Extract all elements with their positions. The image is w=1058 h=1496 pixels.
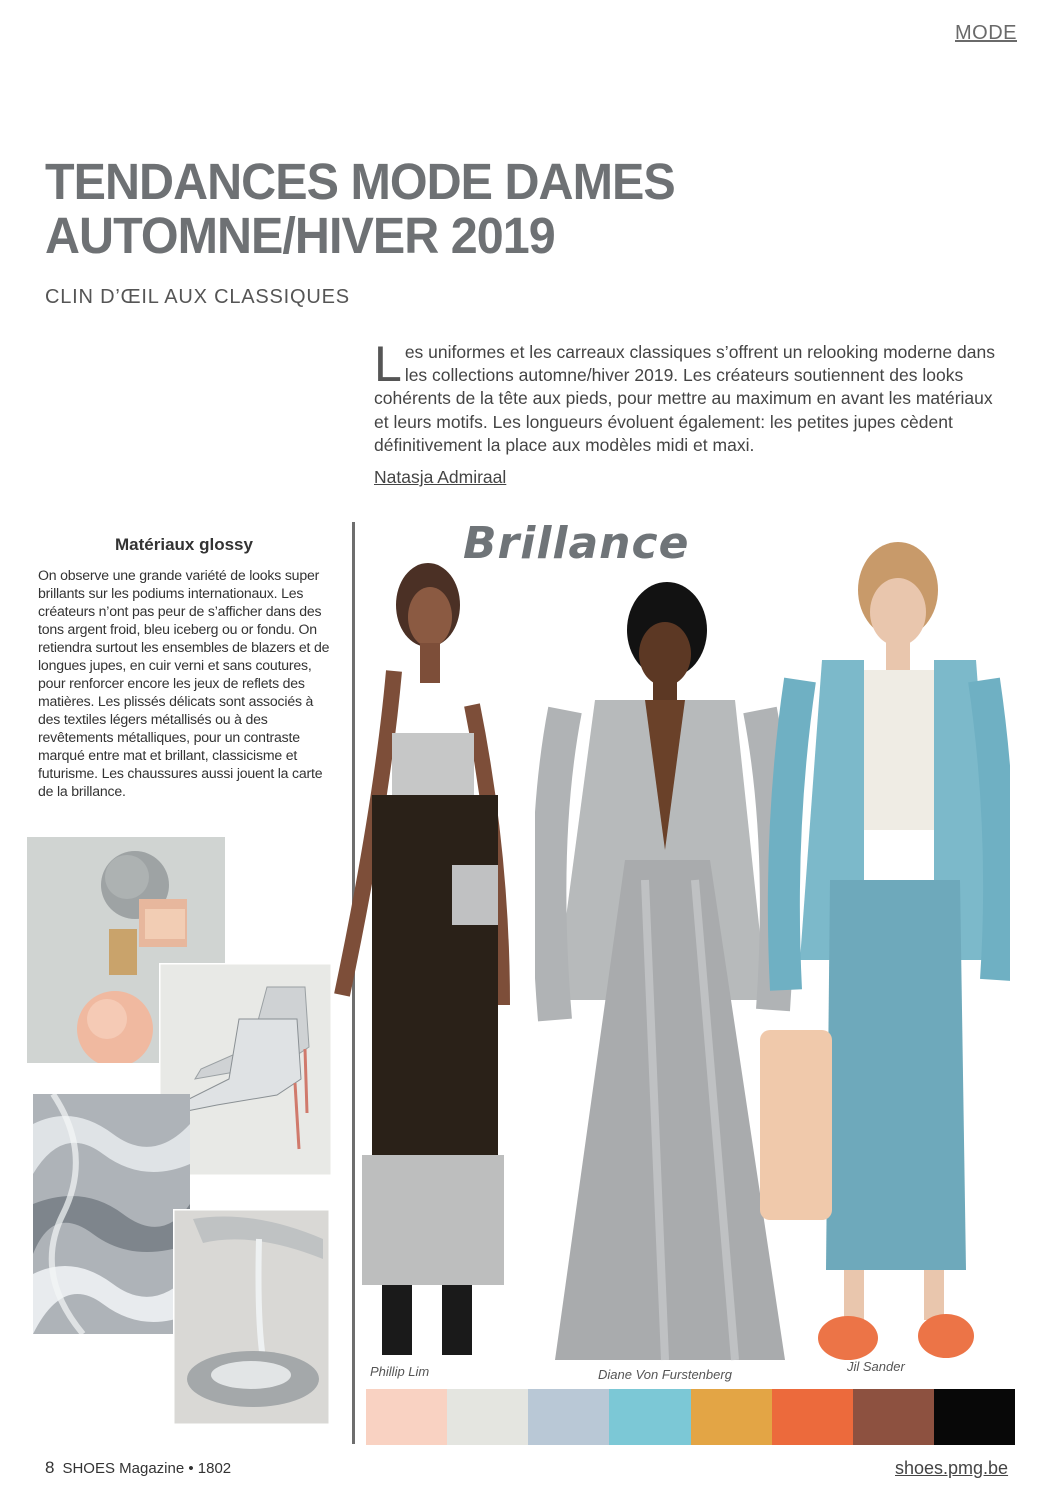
credit-jil-sander: Jil Sander [847,1359,905,1374]
intro-text: es uniformes et les carreaux classiques s’offrent un relooking moderne dans les collections automne/hiver 2019. Les créateurs soutiennent des looks cohérents de la tête aux pieds, pour mettre au maximum en avant les matériaux et leurs motifs. Les longueurs évoluent également: les petites jupes cèdent définitivement la place aux modèles midi et maxi. [374,342,995,455]
page-subtitle: CLIN D’ŒIL AUX CLASSIQUES [45,286,350,308]
model-phillip-lim [332,555,522,1365]
website-link[interactable]: shoes.pmg.be [895,1458,1009,1478]
author-link[interactable]: Natasja Admiraal [374,467,507,487]
intro-paragraph [374,336,1002,457]
title-line-1: TENDANCES MODE DAMES [45,153,675,210]
palette-swatch [772,1389,853,1445]
palette-swatch [528,1389,609,1445]
color-palette [366,1389,1015,1445]
footer-info [45,1458,231,1478]
palette-swatch [853,1389,934,1445]
sidebar-heading: Matériaux glossy [115,535,253,554]
title-line-2: AUTOMNE/HIVER 2019 [45,207,555,264]
palette-swatch [934,1389,1015,1445]
magazine-name: SHOES Magazine • 1802 [62,1460,232,1477]
palette-swatch [691,1389,772,1445]
model-diane-von-furstenberg [535,580,795,1370]
page-title [45,155,710,263]
credit-phillip-lim: Phillip Lim [370,1364,430,1379]
drop-cap: L [374,336,402,392]
section-tag: MODE [955,22,1017,44]
palette-swatch [447,1389,528,1445]
page-number: 8 [45,1458,55,1477]
model-jil-sander [760,530,1010,1370]
palette-swatch [366,1389,447,1445]
foil-texture-photo [33,1094,190,1334]
feature-heading: Brillance [463,518,690,569]
liquid-metal-photo [173,1209,330,1425]
credit-diane-von-furstenberg: Diane Von Furstenberg [598,1367,732,1382]
sidebar-body: On observe une grande variété de looks super brillants sur les podiums internationaux. Les créateurs n’ont pas peur de s’afficher dans des tons argent froid, bleu iceberg ou or fondu. On retiendra surtout les ensembles de blazers et de longues jupes, en cuir verni et sans coutures, pour renforcer encore les jeux de reflets des matières. Les plissés délicats sont associés à des textiles légers métallisés ou à des revêtements métalliques, pour un contraste marqué entre mat et brillant, classicisme et futurisme. Les chaussures aussi jouent la carte de la brillance. [38,567,330,799]
palette-swatch [609,1389,690,1445]
